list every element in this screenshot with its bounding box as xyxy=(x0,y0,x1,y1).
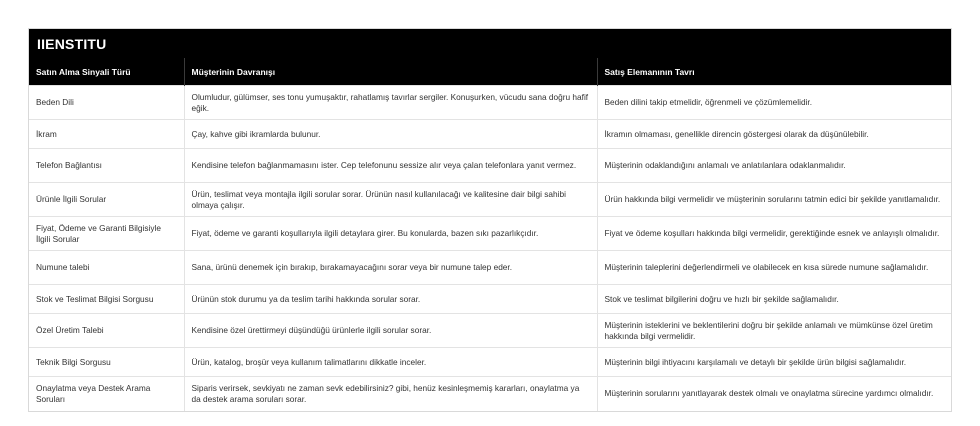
cell-salesperson-attitude: Fiyat ve ödeme koşulları hakkında bilgi vermelidir, gerektiğinde esnek ve anlayışlı olmalıdır. xyxy=(597,217,951,251)
table-row xyxy=(29,86,951,120)
table-card xyxy=(28,28,952,412)
cell-salesperson-attitude: Müşterinin taleplerini değerlendirmeli ve olabilecek en kısa sürede numune sağlamalıdır. xyxy=(597,251,951,285)
cell-signal-type: Telefon Bağlantısı xyxy=(29,149,184,183)
cell-customer-behavior: Sana, ürünü denemek için bırakıp, bırakamayacağını sorar veya bir numune talep eder. xyxy=(184,251,597,285)
brand-logo-text: IIENSTITU xyxy=(37,35,107,52)
signals-table xyxy=(29,58,951,411)
table-row xyxy=(29,251,951,285)
cell-salesperson-attitude: Müşterinin odaklandığını anlamalı ve anlatılanlara odaklanmalıdır. xyxy=(597,149,951,183)
cell-signal-type: Onaylatma veya Destek Arama Soruları xyxy=(29,377,184,411)
table-header-row xyxy=(29,58,951,86)
table-row xyxy=(29,120,951,149)
cell-customer-behavior: Ürün, katalog, broşür veya kullanım talimatlarını dikkatle inceler. xyxy=(184,348,597,377)
cell-salesperson-attitude: Ürün hakkında bilgi vermelidir ve müşterinin sorularını tatmin edici bir şekilde yanıtlamalıdır. xyxy=(597,183,951,217)
cell-customer-behavior: Ürünün stok durumu ya da teslim tarihi hakkında sorular sorar. xyxy=(184,285,597,314)
cell-salesperson-attitude: Müşterinin isteklerini ve beklentilerini doğru bir şekilde anlamalı ve mümkünse özel üretim hakkında bilgi vermelidir. xyxy=(597,314,951,348)
table-row xyxy=(29,183,951,217)
cell-signal-type: Numune talebi xyxy=(29,251,184,285)
cell-signal-type: Stok ve Teslimat Bilgisi Sorgusu xyxy=(29,285,184,314)
table-row xyxy=(29,314,951,348)
cell-signal-type: Fiyat, Ödeme ve Garanti Bilgisiyle İlgili Sorular xyxy=(29,217,184,251)
cell-customer-behavior: Fiyat, ödeme ve garanti koşullarıyla ilgili detaylara girer. Bu konularda, bazen sıkı pazarlıkçıdır. xyxy=(184,217,597,251)
brand-header xyxy=(29,29,951,58)
cell-signal-type: Beden Dili xyxy=(29,86,184,120)
cell-salesperson-attitude: Müşterinin sorularını yanıtlayarak destek olmalı ve onaylatma sürecine yardımcı olmalıdır. xyxy=(597,377,951,411)
cell-signal-type: İkram xyxy=(29,120,184,149)
cell-signal-type: Özel Üretim Talebi xyxy=(29,314,184,348)
cell-customer-behavior: Ürün, teslimat veya montajla ilgili sorular sorar. Ürünün nasıl kullanılacağı ve kalitesine dair bilgi sahibi olmaya çalışır. xyxy=(184,183,597,217)
cell-customer-behavior: Olumludur, gülümser, ses tonu yumuşaktır, rahatlamış tavırlar sergiler. Konuşurken, vücudu sana doğru hafif eğik. xyxy=(184,86,597,120)
column-header-signal-type: Satın Alma Sinyali Türü xyxy=(29,58,184,86)
table-row xyxy=(29,217,951,251)
table-row xyxy=(29,377,951,411)
cell-salesperson-attitude: Müşterinin bilgi ihtiyacını karşılamalı ve detaylı bir şekilde ürün bilgisi sağlamalıdır. xyxy=(597,348,951,377)
cell-customer-behavior: Kendisine telefon bağlanmamasını ister. Cep telefonunu sessize alır veya çalan telefonlara yanıt vermez. xyxy=(184,149,597,183)
cell-salesperson-attitude: Beden dilini takip etmelidir, öğrenmeli ve çözümlemelidir. xyxy=(597,86,951,120)
column-header-customer-behavior: Müşterinin Davranışı xyxy=(184,58,597,86)
cell-customer-behavior: Siparis verirsek, sevkiyatı ne zaman sevk edebilirsiniz? gibi, henüz kesinleşmemiş kararları, onaylatma ya da destek arama soruları sorar. xyxy=(184,377,597,411)
cell-customer-behavior: Kendisine özel ürettirmeyi düşündüğü ürünlerle ilgili sorular sorar. xyxy=(184,314,597,348)
table-row xyxy=(29,348,951,377)
cell-signal-type: Teknik Bilgi Sorgusu xyxy=(29,348,184,377)
table-row xyxy=(29,149,951,183)
cell-salesperson-attitude: İkramın olmaması, genellikle direncin göstergesi olarak da düşünülebilir. xyxy=(597,120,951,149)
cell-customer-behavior: Çay, kahve gibi ikramlarda bulunur. xyxy=(184,120,597,149)
cell-signal-type: Ürünle İlgili Sorular xyxy=(29,183,184,217)
cell-salesperson-attitude: Stok ve teslimat bilgilerini doğru ve hızlı bir şekilde sağlamalıdır. xyxy=(597,285,951,314)
column-header-salesperson-attitude: Satış Elemanının Tavrı xyxy=(597,58,951,86)
table-row xyxy=(29,285,951,314)
